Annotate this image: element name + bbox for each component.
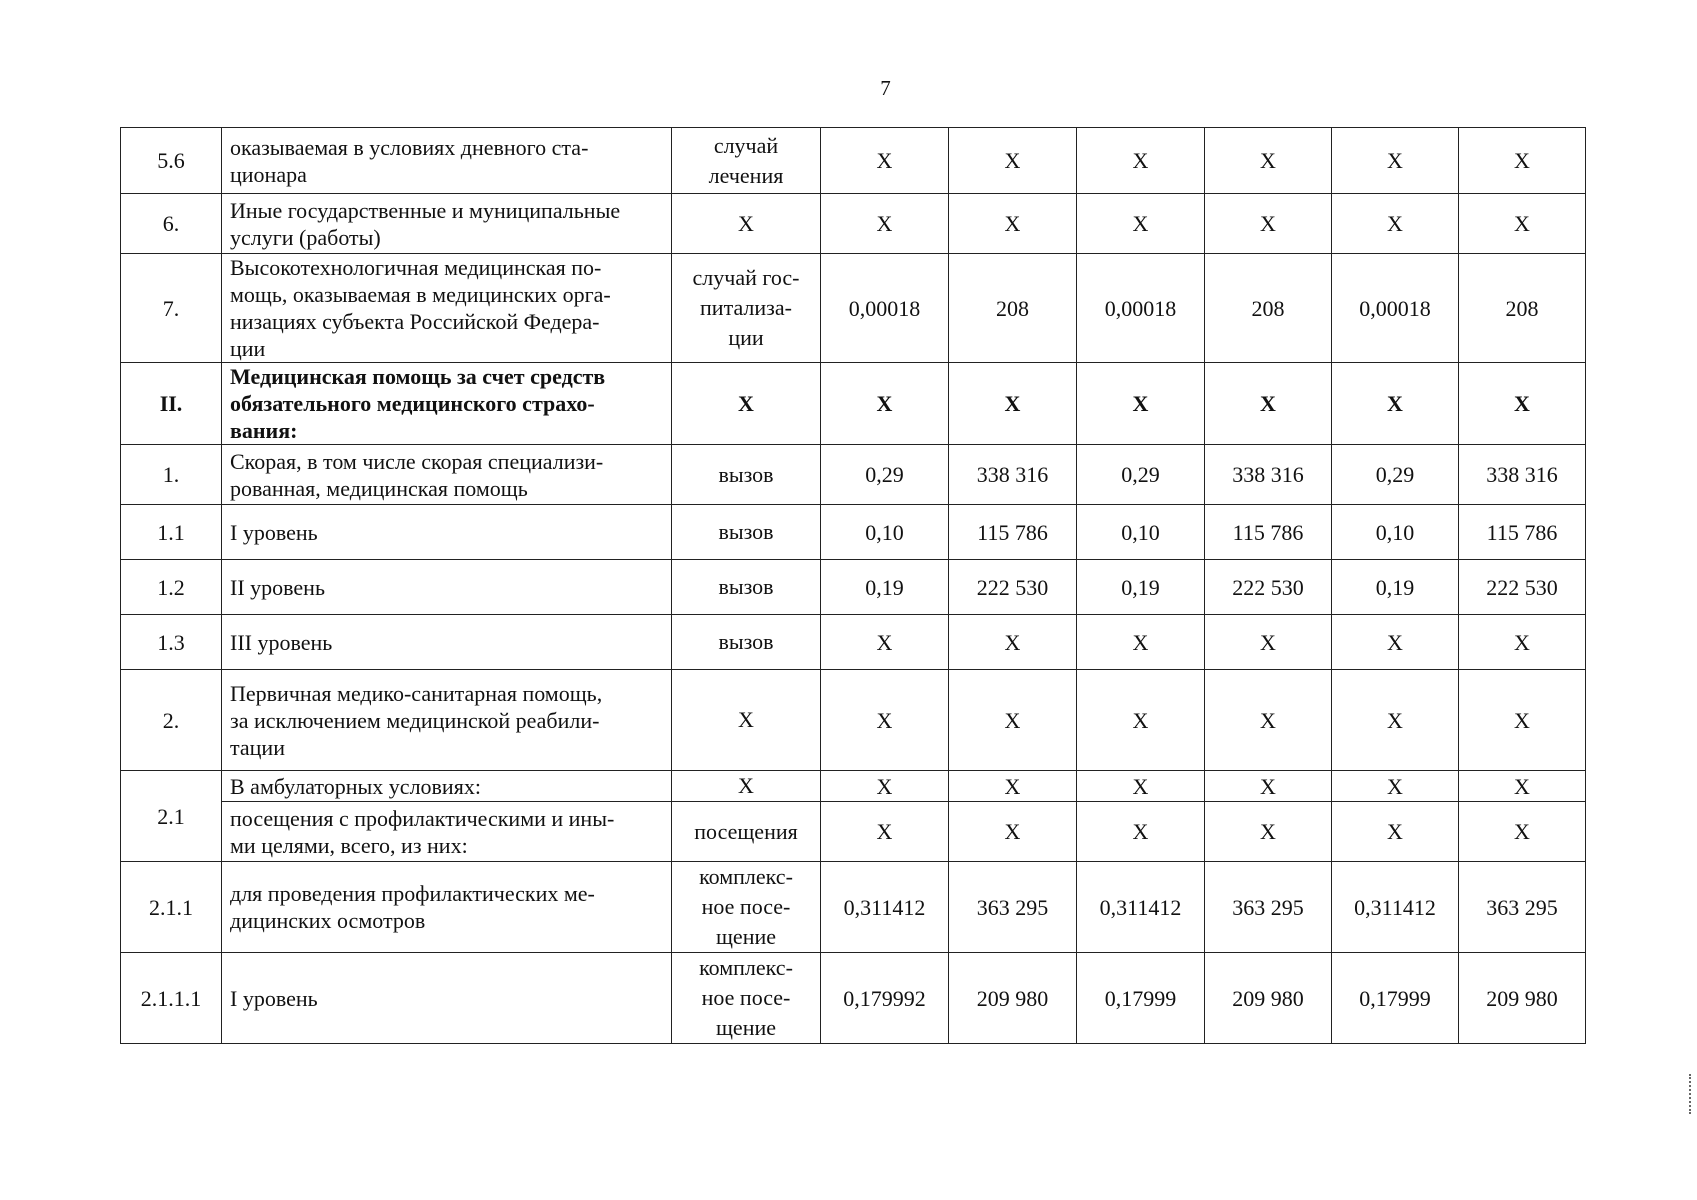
value-cell: X (1205, 771, 1332, 802)
value-cell: X (821, 771, 949, 802)
value-cell: X (1077, 615, 1205, 670)
value-cell: 0,19 (821, 560, 949, 615)
value-cell: X (1332, 771, 1459, 802)
row-number: 7. (121, 254, 222, 363)
table-row (121, 505, 1586, 560)
value-cell: 115 786 (1459, 505, 1586, 560)
row-unit: X (672, 363, 821, 445)
value-cell: 0,10 (1077, 505, 1205, 560)
value-cell: 0,17999 (1332, 953, 1459, 1044)
row-number: 1.2 (121, 560, 222, 615)
row-number: 2.1 (121, 771, 222, 862)
table-row (121, 194, 1586, 254)
value-cell: X (1332, 128, 1459, 194)
value-cell: 0,29 (821, 445, 949, 505)
table-row (121, 615, 1586, 670)
value-cell: 0,19 (1077, 560, 1205, 615)
value-cell: X (949, 771, 1077, 802)
table-row (121, 128, 1586, 194)
row-number: 6. (121, 194, 222, 254)
table-row (121, 771, 1586, 802)
value-cell: 208 (949, 254, 1077, 363)
value-cell: 338 316 (1459, 445, 1586, 505)
value-cell: X (1332, 363, 1459, 445)
data-table (120, 127, 1586, 1044)
value-cell: X (1332, 670, 1459, 771)
row-unit: посещения (672, 802, 821, 862)
value-cell: X (1077, 802, 1205, 862)
value-cell: X (821, 615, 949, 670)
value-cell: X (949, 802, 1077, 862)
table-row (121, 560, 1586, 615)
value-cell: X (1459, 771, 1586, 802)
row-name: Высокотехнологичная медицинская по- мощь, оказываемая в медицинских орга- низациях субъекта Российской Федера- ции (222, 254, 672, 363)
value-cell: X (1459, 363, 1586, 445)
row-unit: вызов (672, 615, 821, 670)
table-row (121, 363, 1586, 445)
value-cell: 0,311412 (821, 862, 949, 953)
value-cell: X (949, 670, 1077, 771)
value-cell: X (1205, 194, 1332, 254)
value-cell: X (1459, 802, 1586, 862)
value-cell: 208 (1205, 254, 1332, 363)
value-cell: 0,10 (1332, 505, 1459, 560)
row-name: III уровень (222, 615, 672, 670)
value-cell: X (1205, 615, 1332, 670)
value-cell: 338 316 (1205, 445, 1332, 505)
table-row (121, 802, 1586, 862)
value-cell: 0,311412 (1332, 862, 1459, 953)
value-cell: X (1332, 194, 1459, 254)
value-cell: 0,29 (1332, 445, 1459, 505)
table-row (121, 670, 1586, 771)
value-cell: 209 980 (949, 953, 1077, 1044)
row-number: II. (121, 363, 222, 445)
row-name: для проведения профилактических ме- дицинских осмотров (222, 862, 672, 953)
value-cell: 0,17999 (1077, 953, 1205, 1044)
value-cell: X (949, 615, 1077, 670)
value-cell: X (1332, 615, 1459, 670)
row-unit: комплекс- ное посе- щение (672, 953, 821, 1044)
row-name: Первичная медико-санитарная помощь, за исключением медицинской реабили- тации (222, 670, 672, 771)
value-cell: X (1459, 194, 1586, 254)
value-cell: 0,00018 (1077, 254, 1205, 363)
value-cell: 0,29 (1077, 445, 1205, 505)
value-cell: X (821, 194, 949, 254)
value-cell: X (1459, 128, 1586, 194)
value-cell: X (1459, 670, 1586, 771)
row-number: 1.1 (121, 505, 222, 560)
row-number: 1. (121, 445, 222, 505)
value-cell: X (1205, 363, 1332, 445)
table-row (121, 254, 1586, 363)
row-number: 2.1.1 (121, 862, 222, 953)
value-cell: X (1205, 670, 1332, 771)
value-cell: 222 530 (949, 560, 1077, 615)
value-cell: X (949, 128, 1077, 194)
value-cell: 0,179992 (821, 953, 949, 1044)
value-cell: X (1459, 615, 1586, 670)
value-cell: X (821, 363, 949, 445)
value-cell: X (1077, 363, 1205, 445)
value-cell: 115 786 (1205, 505, 1332, 560)
row-number: 5.6 (121, 128, 222, 194)
value-cell: X (949, 194, 1077, 254)
row-unit: случай лечения (672, 128, 821, 194)
value-cell: X (821, 128, 949, 194)
row-unit: вызов (672, 505, 821, 560)
value-cell: 363 295 (949, 862, 1077, 953)
value-cell: 209 980 (1459, 953, 1586, 1044)
row-name: Иные государственные и муниципальные услуги (работы) (222, 194, 672, 254)
row-name: II уровень (222, 560, 672, 615)
value-cell: 222 530 (1205, 560, 1332, 615)
value-cell: X (1077, 128, 1205, 194)
value-cell: X (821, 670, 949, 771)
value-cell: 0,00018 (821, 254, 949, 363)
table-body (121, 128, 1586, 1044)
value-cell: X (1077, 771, 1205, 802)
value-cell: 338 316 (949, 445, 1077, 505)
page-number: 7 (880, 76, 891, 100)
row-name: Скорая, в том числе скорая специализи- рованная, медицинская помощь (222, 445, 672, 505)
row-unit: вызов (672, 445, 821, 505)
value-cell: 363 295 (1459, 862, 1586, 953)
row-name: Медицинская помощь за счет средств обязательного медицинского страхо- вания: (222, 363, 672, 445)
row-name: I уровень (222, 953, 672, 1044)
table-row (121, 862, 1586, 953)
row-unit: вызов (672, 560, 821, 615)
value-cell: 363 295 (1205, 862, 1332, 953)
value-cell: 209 980 (1205, 953, 1332, 1044)
table-row (121, 953, 1586, 1044)
value-cell: X (821, 802, 949, 862)
value-cell: 115 786 (949, 505, 1077, 560)
value-cell: 0,311412 (1077, 862, 1205, 953)
row-name: В амбулаторных условиях: (222, 771, 672, 802)
row-unit: комплекс- ное посе- щение (672, 862, 821, 953)
row-number: 1.3 (121, 615, 222, 670)
value-cell: X (949, 363, 1077, 445)
value-cell: 0,00018 (1332, 254, 1459, 363)
row-name: оказываемая в условиях дневного ста- ционара (222, 128, 672, 194)
margin-mark (1689, 1074, 1694, 1114)
row-unit: X (672, 670, 821, 771)
value-cell: X (1205, 802, 1332, 862)
value-cell: X (1205, 128, 1332, 194)
value-cell: 0,19 (1332, 560, 1459, 615)
value-cell: 222 530 (1459, 560, 1586, 615)
value-cell: 0,10 (821, 505, 949, 560)
value-cell: X (1332, 802, 1459, 862)
row-unit: X (672, 194, 821, 254)
row-name: I уровень (222, 505, 672, 560)
value-cell: X (1077, 670, 1205, 771)
row-number: 2. (121, 670, 222, 771)
row-number: 2.1.1.1 (121, 953, 222, 1044)
row-unit: X (672, 771, 821, 802)
row-unit: случай гос- питализа- ции (672, 254, 821, 363)
table-row (121, 445, 1586, 505)
row-name: посещения с профилактическими и ины- ми целями, всего, из них: (222, 802, 672, 862)
value-cell: 208 (1459, 254, 1586, 363)
value-cell: X (1077, 194, 1205, 254)
